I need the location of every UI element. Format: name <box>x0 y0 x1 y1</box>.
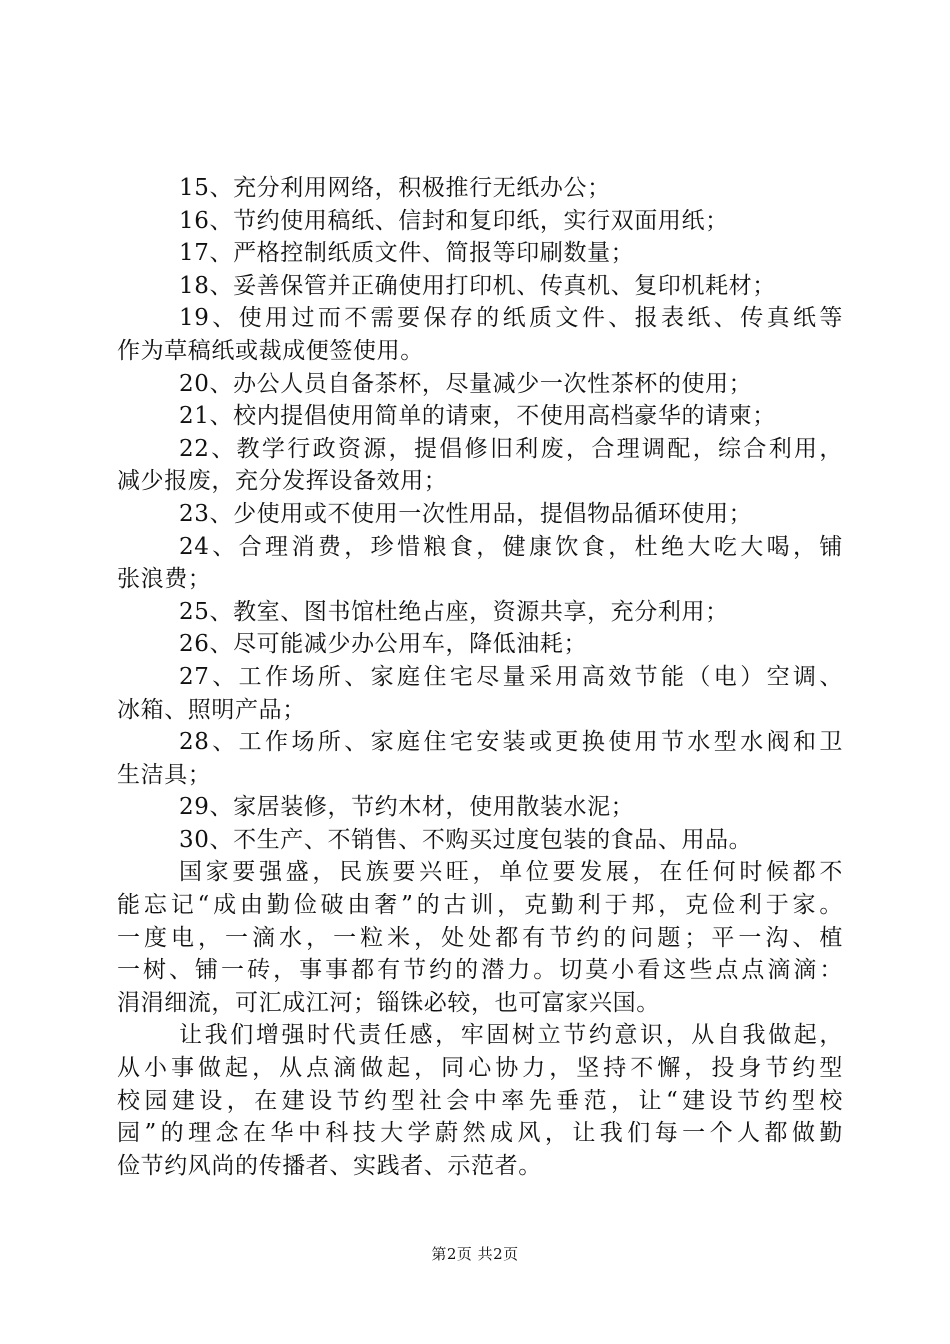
text-line: 20、办公人员自备茶杯，尽量减少一次性茶杯的使用； <box>179 370 753 397</box>
text-line: 27、工作场所、家庭住宅尽量采用高效节能（电）空调、 <box>179 663 843 690</box>
text-line: 26、尽可能减少办公用车，降低油耗； <box>179 631 588 658</box>
text-line: 25、教室、图书馆杜绝占座，资源共享，充分利用； <box>179 598 729 625</box>
text-line: 国家要强盛，民族要兴旺，单位要发展，在任何时候都不 <box>179 859 843 886</box>
text-line: 22、教学行政资源，提倡修旧利废，合理调配，综合利用， <box>179 435 843 462</box>
document-body <box>117 172 843 1182</box>
text-line: 23、少使用或不使用一次性用品，提倡物品循环使用； <box>179 500 753 527</box>
text-line: 16、节约使用稿纸、信封和复印纸，实行双面用纸； <box>179 207 729 234</box>
text-line: 30、不生产、不销售、不购买过度包装的食品、用品。 <box>179 826 753 853</box>
text-line: 一树、铺一砖，事事都有节约的潜力。切莫小看这些点点滴滴： <box>117 957 843 984</box>
text-line: 让我们增强时代责任感，牢固树立节约意识，从自我做起， <box>179 1022 843 1049</box>
text-line: 涓涓细流，可汇成江河；锱铢必较，也可富家兴国。 <box>117 989 660 1016</box>
text-line: 28、工作场所、家庭住宅安装或更换使用节水型水阀和卫 <box>179 729 843 756</box>
text-line: 生洁具； <box>117 761 212 788</box>
text-line: 园”的理念在华中科技大学蔚然成风，让我们每一个人都做勤 <box>117 1120 843 1147</box>
text-line: 29、家居装修，节约木材，使用散装水泥； <box>179 794 635 821</box>
text-line: 校园建设，在建设节约型社会中率先垂范，让“建设节约型校 <box>117 1087 843 1114</box>
text-line: 18、妥善保管并正确使用打印机、传真机、复印机耗材； <box>179 272 776 299</box>
text-line: 能忘记“成由勤俭破由奢”的古训，克勤利于邦，克俭利于家。 <box>117 892 843 919</box>
text-line: 24、合理消费，珍惜粮食，健康饮食，杜绝大吃大喝，铺 <box>179 533 843 560</box>
text-line: 21、校内提倡使用简单的请柬，不使用高档豪华的请柬； <box>179 403 776 430</box>
text-line: 19、使用过而不需要保存的纸质文件、报表纸、传真纸等 <box>179 305 843 332</box>
page-footer: 第2页 共2页 <box>431 1245 519 1263</box>
text-line: 从小事做起，从点滴做起，同心协力，坚持不懈，投身节约型 <box>117 1055 843 1082</box>
text-line: 减少报废，充分发挥设备效用； <box>117 468 448 495</box>
text-line: 张浪费； <box>117 566 212 593</box>
text-line: 15、充分利用网络，积极推行无纸办公； <box>179 175 611 201</box>
text-line: 17、严格控制纸质文件、简报等印刷数量； <box>179 240 635 267</box>
text-line: 冰箱、照明产品； <box>117 696 306 723</box>
text-line: 俭节约风尚的传播者、实践者、示范者。 <box>117 1152 542 1179</box>
text-line: 一度电，一滴水，一粒米，处处都有节约的问题；平一沟、植 <box>117 924 843 951</box>
text-line: 作为草稿纸或裁成便签使用。 <box>117 337 424 364</box>
